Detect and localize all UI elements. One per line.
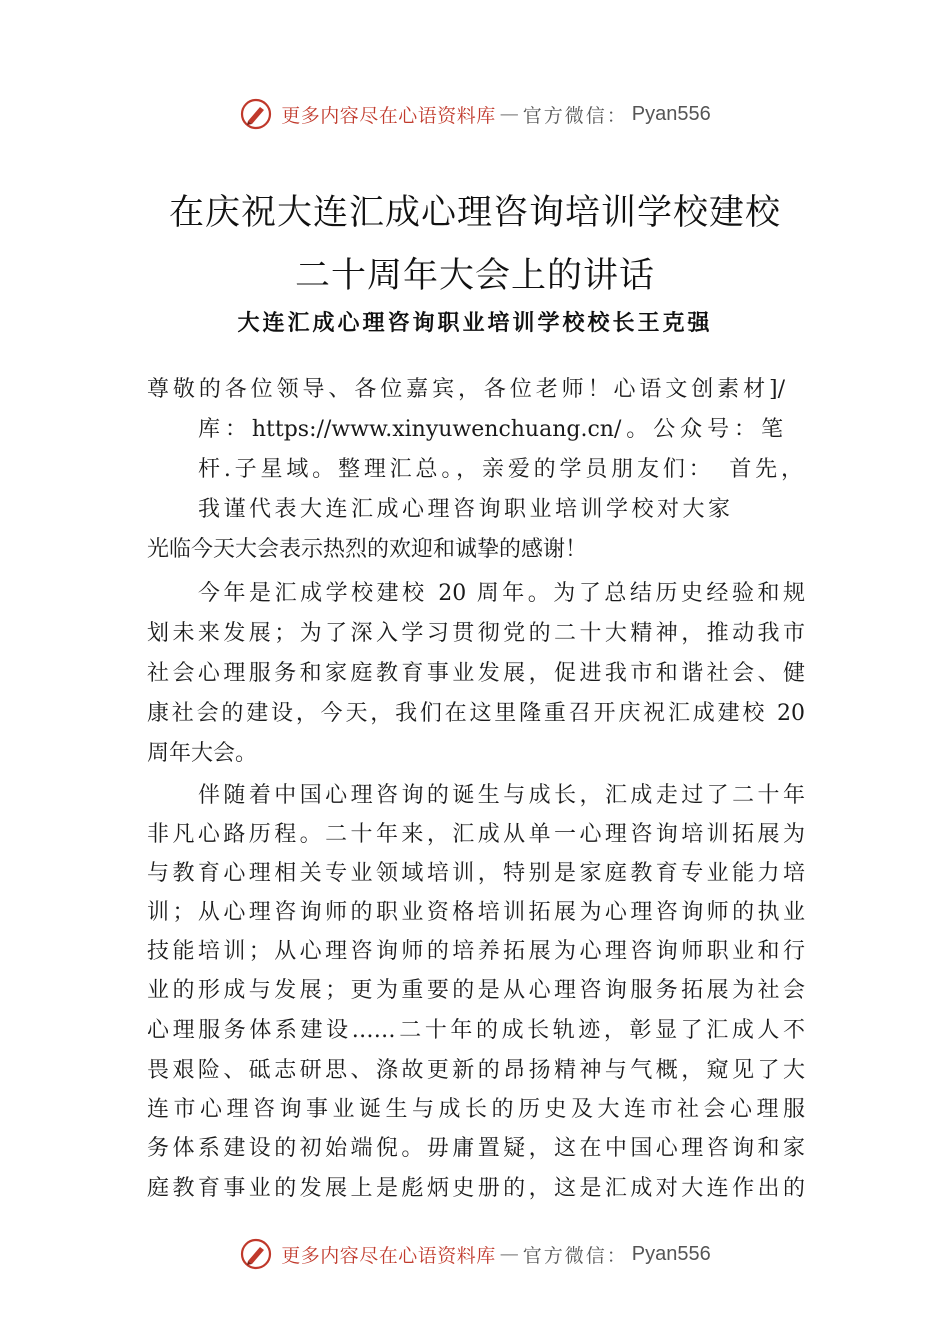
paragraph-3-line: 训；从心理咨询师的职业资格培训拓展为心理咨询师的执业 [147,900,805,925]
pen-logo-icon [239,1237,273,1271]
paragraph-3-line: 连市心理咨询事业诞生与成长的历史及大连市社会心理服 [147,1097,805,1122]
paragraph-2-line: 康社会的建设，今天，我们在这里隆重召开庆祝汇成建校 20 [147,701,805,726]
paragraph-3-line: 畏艰险、砥志研思、涤故更新的昂扬精神与气概，窥见了大 [147,1058,805,1083]
banner-dash: — [499,103,519,125]
banner-site-text: 更多内容尽在心语资料库 [281,104,496,127]
banner-site-text: 更多内容尽在心语资料库 [281,1244,496,1267]
pen-logo-icon [239,97,273,131]
paragraph-3-line: 伴随着中国心理咨询的诞生与成长，汇成走过了二十年 [198,783,805,808]
intro-line: 杆.子星域。整理汇总。，亲爱的学员朋友们： 首先， [198,457,803,482]
intro-line: 我谨代表大连汇成心理咨询职业培训学校对大家 [198,497,730,522]
paragraph-3-line: 与教育心理相关专业领域培训，特别是家庭教育专业能力培 [147,861,805,886]
paragraph-3-line: 庭教育事业的发展上是彪炳史册的，这是汇成对大连作出的 [147,1176,805,1201]
document-title-line-2: 二十周年大会上的讲话 [294,256,655,296]
paragraph-2-line: 划未来发展；为了深入学习贯彻党的二十大精神，推动我市 [147,621,805,646]
banner-wechat-label: 官方微信： [522,104,628,127]
document-subtitle: 大连汇成心理咨询职业培训学校校长王克强 [237,310,713,336]
footer-banner [0,1234,950,1274]
banner-wechat-id: Pyan556 [631,102,711,125]
banner-wechat-id: Pyan556 [631,1242,711,1265]
banner-wechat-label: 官方微信： [522,1244,628,1267]
document-title-line-1: 在庆祝大连汇成心理咨询培训学校建校 [168,193,781,233]
paragraph-3-line: 非凡心路历程。二十年来，汇成从单一心理咨询培训拓展为 [147,822,805,847]
banner-dash: — [499,1243,519,1265]
intro-line: 光临今天大会表示热烈的欢迎和诚挚的感谢！ [147,537,588,562]
header-banner [0,94,950,134]
paragraph-3-line: 业的形成与发展；更为重要的是从心理咨询服务拓展为社会 [147,978,805,1003]
paragraph-2-line: 今年是汇成学校建校 20 周年。为了总结历史经验和规 [198,581,805,606]
paragraph-2-line: 社会心理服务和家庭教育事业发展，促进我市和谐社会、健 [147,661,805,686]
intro-line: 库：https://www.xinyuwenchuang.cn/。公众号：笔 [198,417,783,442]
paragraph-3-line: 心理服务体系建设……二十年的成长轨迹，彰显了汇成人不 [147,1018,805,1043]
intro-line: 尊敬的各位领导、各位嘉宾，各位老师！心语文创素材]/ [147,377,785,402]
paragraph-3-line: 务体系建设的初始端倪。毋庸置疑，这在中国心理咨询和家 [147,1136,805,1161]
paragraph-3-line: 技能培训；从心理咨询师的培养拓展为心理咨询师职业和行 [147,939,805,964]
paragraph-2-line: 周年大会。 [147,741,258,766]
